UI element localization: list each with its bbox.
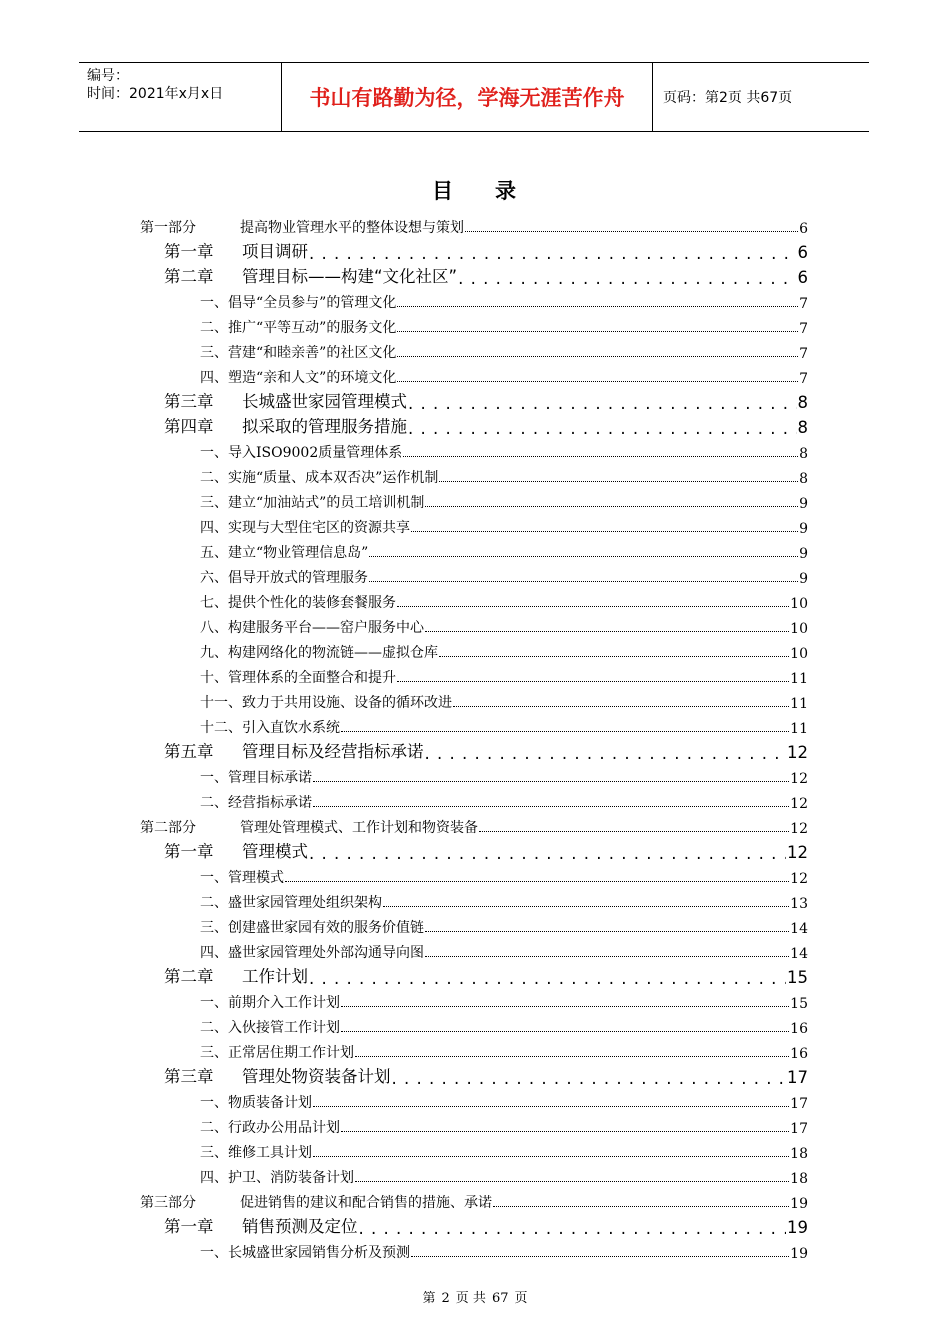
toc-entry-page: 8 xyxy=(799,446,808,462)
toc-entry-page: 10 xyxy=(790,646,808,662)
toc-entry-page: 9 xyxy=(799,521,808,537)
dot-leader xyxy=(369,581,798,582)
dot-leader xyxy=(355,1181,789,1182)
dot-leader xyxy=(458,269,796,287)
toc-entry-label xyxy=(200,492,424,512)
toc-entry-label xyxy=(164,413,407,437)
toc-entry-label xyxy=(164,738,424,762)
toc-entry-label xyxy=(200,717,340,737)
dot-leader xyxy=(383,906,789,907)
dot-leader xyxy=(403,456,798,457)
toc-entry-title: 一、前期介入工作计划 xyxy=(200,995,340,1011)
toc-section-entry[interactable] xyxy=(140,287,808,312)
toc-entry-title: 三、建立“加油站式”的员工培训机制 xyxy=(200,495,425,511)
toc-entry-page: 13 xyxy=(790,896,808,912)
toc-entry-title: 四、盛世家园管理处外部沟通导向图 xyxy=(200,945,424,961)
toc-entry-title: 二、推广“平等互动”的服务文化 xyxy=(200,320,397,336)
dot-leader xyxy=(341,1131,789,1132)
toc-entry-page: 12 xyxy=(787,843,808,862)
toc-entry-label xyxy=(140,217,464,237)
toc-entry-title: 十二、引入直饮水系统 xyxy=(200,720,340,736)
toc-section-entry[interactable] xyxy=(140,1012,808,1037)
footer-suffix: 页 xyxy=(514,1291,528,1306)
toc-entry-page: 12 xyxy=(790,771,808,787)
dot-leader xyxy=(425,631,789,632)
toc-entry-title: 八、构建服务平台——窑户服务中心 xyxy=(200,620,424,636)
toc-entry-label xyxy=(140,817,478,837)
toc-entry-title: 二、实施“质量、成本双否决”运作机制 xyxy=(200,470,439,486)
dot-leader xyxy=(309,969,786,987)
toc-section-entry[interactable] xyxy=(140,362,808,387)
toc-entry-page: 10 xyxy=(790,596,808,612)
toc-chapter-entry[interactable] xyxy=(140,412,808,437)
toc-entry-label xyxy=(200,442,402,462)
toc-section-entry[interactable] xyxy=(140,537,808,562)
toc-title xyxy=(0,175,950,205)
toc-entry-title: 十、管理体系的全面整合和提升 xyxy=(200,670,396,686)
dot-leader xyxy=(479,831,789,832)
toc-entry-label xyxy=(200,942,424,962)
toc-section-entry[interactable] xyxy=(140,612,808,637)
toc-entry-page: 11 xyxy=(790,696,808,712)
toc-entry-title: 十一、致力于共用设施、设备的循环改进 xyxy=(200,695,452,711)
toc-entry-title: 提高物业管理水平的整体设想与策划 xyxy=(240,220,464,236)
toc-section-entry[interactable] xyxy=(140,1137,808,1162)
toc-entry-title: 二、入伙接管工作计划 xyxy=(200,1020,340,1036)
toc-entry-number: 第二部分 xyxy=(140,820,196,836)
dot-leader xyxy=(313,1106,789,1107)
page-footer xyxy=(0,1287,950,1306)
toc-section-entry[interactable] xyxy=(140,762,808,787)
dot-leader xyxy=(341,731,789,732)
toc-entry-page: 19 xyxy=(790,1196,808,1212)
toc-entry-number: 第一章 xyxy=(164,842,214,861)
toc-entry-page: 18 xyxy=(790,1146,808,1162)
toc-section-entry[interactable] xyxy=(140,312,808,337)
toc-entry-title: 二、行政办公用品计划 xyxy=(200,1120,340,1136)
footer-total: 67 xyxy=(491,1291,509,1306)
toc-title-char: 录 xyxy=(495,179,518,203)
date-label: 时间：2021年x月x日 xyxy=(87,86,224,102)
toc-chapter-entry[interactable] xyxy=(140,962,808,987)
toc-entry-label xyxy=(200,1242,410,1262)
toc-section-entry[interactable] xyxy=(140,787,808,812)
dot-leader xyxy=(397,356,798,357)
toc-section-entry[interactable] xyxy=(140,987,808,1012)
toc-section-entry[interactable] xyxy=(140,462,808,487)
toc-entry-page: 6 xyxy=(797,268,808,287)
toc-entry-title: 三、营建“和睦亲善”的社区文化 xyxy=(200,345,397,361)
dot-leader xyxy=(408,394,797,412)
toc-title-char: 目 xyxy=(432,179,455,203)
toc-section-entry[interactable] xyxy=(140,712,808,737)
toc-entry-title: 销售预测及定位 xyxy=(242,1217,358,1236)
dot-leader xyxy=(439,481,798,482)
toc-part-entry[interactable] xyxy=(140,1187,808,1212)
toc-entry-label xyxy=(200,692,452,712)
dot-leader xyxy=(397,306,798,307)
toc-entry-label xyxy=(200,292,396,312)
toc-entry-title: 四、实现与大型住宅区的资源共享 xyxy=(200,520,410,536)
toc-chapter-entry[interactable] xyxy=(140,1212,808,1237)
toc-entry-page: 12 xyxy=(790,871,808,887)
toc-chapter-entry[interactable] xyxy=(140,262,808,287)
toc-entry-title: 一、长城盛世家园销售分析及预测 xyxy=(200,1245,410,1261)
toc-entry-label xyxy=(200,992,340,1012)
toc-entry-number: 第五章 xyxy=(164,742,214,761)
dot-leader xyxy=(313,806,789,807)
toc-section-entry[interactable] xyxy=(140,1087,808,1112)
toc-entry-label xyxy=(200,317,396,337)
toc-entry-title: 一、倡导“全员参与”的管理文化 xyxy=(200,295,397,311)
toc-section-entry[interactable] xyxy=(140,512,808,537)
toc-entry-title: 六、倡导开放式的管理服务 xyxy=(200,570,368,586)
toc-entry-label xyxy=(200,1017,340,1037)
toc-entry-label xyxy=(200,542,368,562)
toc-entry-page: 7 xyxy=(799,296,808,312)
toc-part-entry[interactable] xyxy=(140,812,808,837)
toc-entry-title: 一、物质装备计划 xyxy=(200,1095,312,1111)
toc-entry-page: 12 xyxy=(787,743,808,762)
dot-leader xyxy=(408,419,797,437)
toc-entry-number: 第一章 xyxy=(164,242,214,261)
toc-entry-title: 四、护卫、消防装备计划 xyxy=(200,1170,354,1186)
dot-leader xyxy=(397,681,789,682)
toc-entry-label xyxy=(200,1167,354,1187)
toc-entry-label xyxy=(200,367,396,387)
page-header xyxy=(79,62,869,132)
toc-entry-label xyxy=(200,592,396,612)
toc-entry-page: 10 xyxy=(790,621,808,637)
toc-entry-label xyxy=(164,238,308,262)
toc-entry-title: 二、盛世家园管理处组织架构 xyxy=(200,895,382,911)
toc-section-entry[interactable] xyxy=(140,687,808,712)
dot-leader xyxy=(359,1219,787,1237)
toc-entry-page: 9 xyxy=(799,496,808,512)
toc-entry-page: 16 xyxy=(790,1046,808,1062)
toc-entry-label xyxy=(200,667,396,687)
dot-leader xyxy=(285,881,789,882)
footer-page: 2 xyxy=(441,1291,450,1306)
toc-section-entry[interactable] xyxy=(140,662,808,687)
toc-entry-label xyxy=(200,642,438,662)
toc-entry-label xyxy=(164,263,457,287)
toc-entry-page: 7 xyxy=(799,346,808,362)
toc-entry-page: 14 xyxy=(790,921,808,937)
toc-entry-title: 促进销售的建议和配合销售的措施、承诺 xyxy=(240,1195,492,1211)
toc-entry-page: 15 xyxy=(790,996,808,1012)
toc-section-entry[interactable] xyxy=(140,487,808,512)
dot-leader xyxy=(341,1006,789,1007)
toc-entry-page: 15 xyxy=(787,968,808,987)
toc-chapter-entry[interactable] xyxy=(140,737,808,762)
toc-section-entry[interactable] xyxy=(140,1237,808,1262)
toc-entry-page: 6 xyxy=(799,221,808,237)
dot-leader xyxy=(453,706,789,707)
toc-entry-number: 第一部分 xyxy=(140,220,196,236)
toc-entry-label xyxy=(200,517,410,537)
toc-entry-label xyxy=(200,1042,354,1062)
toc-entry-title: 四、塑造“亲和人文”的环境文化 xyxy=(200,370,397,386)
toc-entry-page: 16 xyxy=(790,1021,808,1037)
toc-entry-number: 第三章 xyxy=(164,392,214,411)
dot-leader xyxy=(309,244,797,262)
toc-entry-page: 8 xyxy=(799,471,808,487)
toc-entry-title: 管理处管理模式、工作计划和物资装备 xyxy=(240,820,478,836)
footer-mid: 页 共 xyxy=(455,1291,486,1306)
dot-leader xyxy=(397,606,789,607)
motto-text: 书山有路勤为径，学海无涯苦作舟 xyxy=(309,86,625,110)
toc-chapter-entry[interactable] xyxy=(140,387,808,412)
toc-entry-page: 11 xyxy=(790,671,808,687)
toc-entry-page: 17 xyxy=(790,1121,808,1137)
toc-section-entry[interactable] xyxy=(140,937,808,962)
toc-part-entry[interactable] xyxy=(140,212,808,237)
toc-entry-label xyxy=(200,917,424,937)
toc-entry-label xyxy=(164,388,407,412)
dot-leader xyxy=(355,1056,789,1057)
footer-prefix: 第 xyxy=(422,1291,436,1306)
toc-section-entry[interactable] xyxy=(140,887,808,912)
toc-entry-label xyxy=(200,1092,312,1112)
dot-leader xyxy=(411,1256,789,1257)
toc-section-entry[interactable] xyxy=(140,862,808,887)
toc-entry-page: 19 xyxy=(790,1246,808,1262)
toc-entry-page: 12 xyxy=(790,796,808,812)
toc-entry-page: 9 xyxy=(799,571,808,587)
toc-entry-label xyxy=(164,838,308,862)
header-meta xyxy=(79,63,281,131)
toc-entry-label xyxy=(200,1117,340,1137)
table-of-contents xyxy=(140,212,808,1262)
toc-entry-page: 7 xyxy=(799,371,808,387)
toc-entry-title: 工作计划 xyxy=(242,967,308,986)
dot-leader xyxy=(397,331,798,332)
toc-entry-label xyxy=(164,1213,358,1237)
toc-entry-number: 第四章 xyxy=(164,417,214,436)
toc-entry-title: 管理模式 xyxy=(242,842,308,861)
toc-entry-title: 一、导入ISO9002质量管理体系 xyxy=(200,445,403,461)
dot-leader xyxy=(439,656,789,657)
toc-entry-title: 管理处物资装备计划 xyxy=(242,1067,391,1086)
toc-entry-title: 一、管理目标承诺 xyxy=(200,770,312,786)
toc-entry-title: 管理目标及经营指标承诺 xyxy=(242,742,424,761)
toc-entry-number: 第三章 xyxy=(164,1067,214,1086)
toc-entry-number: 第一章 xyxy=(164,1217,214,1236)
toc-entry-label xyxy=(200,617,424,637)
toc-entry-title: 九、构建网络化的物流链——虚拟仓库 xyxy=(200,645,438,661)
toc-entry-title: 一、管理模式 xyxy=(200,870,284,886)
toc-chapter-entry[interactable] xyxy=(140,837,808,862)
toc-entry-label xyxy=(200,867,284,887)
dot-leader xyxy=(425,956,789,957)
toc-section-entry[interactable] xyxy=(140,1112,808,1137)
dot-leader xyxy=(411,531,798,532)
toc-section-entry[interactable] xyxy=(140,912,808,937)
toc-entry-page: 14 xyxy=(790,946,808,962)
dot-leader xyxy=(425,931,789,932)
toc-entry-number: 第二章 xyxy=(164,967,214,986)
toc-entry-label xyxy=(200,342,396,362)
dot-leader xyxy=(341,1031,789,1032)
toc-entry-page: 17 xyxy=(787,1068,808,1087)
dot-leader xyxy=(425,744,787,762)
dot-leader xyxy=(309,844,786,862)
dot-leader xyxy=(425,506,798,507)
toc-section-entry[interactable] xyxy=(140,437,808,462)
toc-entry-label xyxy=(200,467,438,487)
toc-entry-page: 17 xyxy=(790,1096,808,1112)
toc-chapter-entry[interactable] xyxy=(140,1062,808,1087)
dot-leader xyxy=(465,231,798,232)
toc-entry-number: 第三部分 xyxy=(140,1195,196,1211)
toc-entry-title: 三、维修工具计划 xyxy=(200,1145,312,1161)
toc-section-entry[interactable] xyxy=(140,637,808,662)
dot-leader xyxy=(313,781,789,782)
header-page-info xyxy=(653,63,869,131)
dot-leader xyxy=(369,556,798,557)
toc-entry-label xyxy=(200,792,312,812)
toc-entry-title: 三、创建盛世家园有效的服务价值链 xyxy=(200,920,424,936)
toc-entry-page: 8 xyxy=(797,418,808,437)
toc-entry-label xyxy=(200,892,382,912)
toc-entry-title: 拟采取的管理服务措施 xyxy=(242,417,407,436)
toc-entry-title: 项目调研 xyxy=(242,242,308,261)
toc-entry-page: 19 xyxy=(787,1218,808,1237)
toc-entry-label xyxy=(164,963,308,987)
toc-entry-title: 管理目标——构建“文化社区” xyxy=(242,267,458,286)
dot-leader xyxy=(397,381,798,382)
dot-leader xyxy=(313,1156,789,1157)
toc-section-entry[interactable] xyxy=(140,1162,808,1187)
toc-entry-label xyxy=(164,1063,391,1087)
toc-entry-title: 五、建立“物业管理信息岛” xyxy=(200,545,369,561)
toc-section-entry[interactable] xyxy=(140,587,808,612)
toc-entry-label xyxy=(140,1192,492,1212)
toc-entry-label xyxy=(200,767,312,787)
toc-entry-page: 6 xyxy=(797,243,808,262)
serial-label: 编号： xyxy=(87,68,129,84)
toc-entry-title: 三、正常居住期工作计划 xyxy=(200,1045,354,1061)
toc-chapter-entry[interactable] xyxy=(140,237,808,262)
toc-entry-page: 9 xyxy=(799,546,808,562)
toc-entry-title: 长城盛世家园管理模式 xyxy=(242,392,407,411)
dot-leader xyxy=(493,1206,789,1207)
toc-entry-page: 8 xyxy=(797,393,808,412)
toc-section-entry[interactable] xyxy=(140,337,808,362)
toc-entry-title: 七、提供个性化的装修套餐服务 xyxy=(200,595,396,611)
toc-entry-page: 18 xyxy=(790,1171,808,1187)
toc-section-entry[interactable] xyxy=(140,562,808,587)
toc-entry-page: 7 xyxy=(799,321,808,337)
toc-entry-label xyxy=(200,1142,312,1162)
toc-section-entry[interactable] xyxy=(140,1037,808,1062)
dot-leader xyxy=(392,1069,787,1087)
page-info-text: 页码：第2页 共67页 xyxy=(663,90,793,106)
toc-entry-label xyxy=(200,567,368,587)
toc-entry-page: 11 xyxy=(790,721,808,737)
toc-entry-page: 12 xyxy=(790,821,808,837)
header-motto xyxy=(281,63,653,131)
toc-entry-number: 第二章 xyxy=(164,267,214,286)
toc-entry-title: 二、经营指标承诺 xyxy=(200,795,312,811)
